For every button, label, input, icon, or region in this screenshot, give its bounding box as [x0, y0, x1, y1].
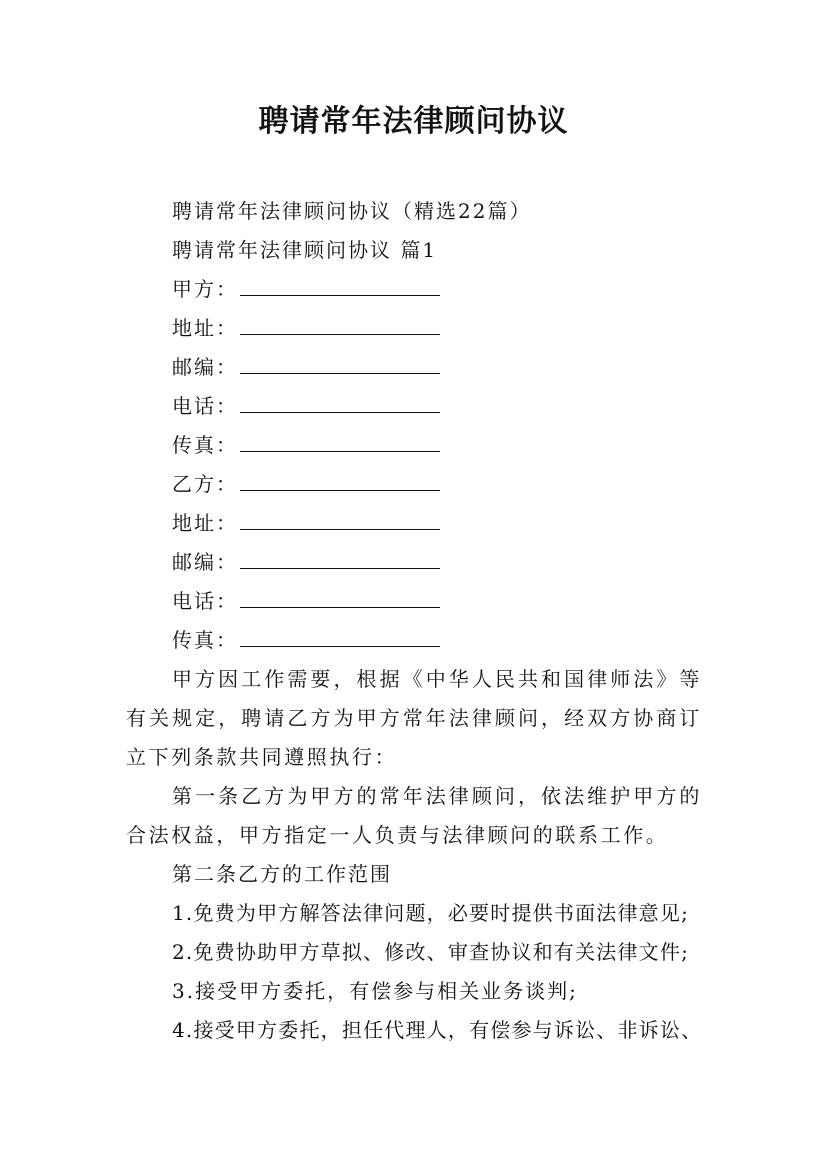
- article-2-item-3: 3.接受甲方委托，有偿参与相关业务谈判;: [172, 979, 578, 1003]
- article-1-paragraph: 第一条乙方为甲方的常年法律顾问，依法维护甲方的合法权益，甲方指定一人负责与法律顾问的联系工作。: [126, 784, 702, 847]
- field-label: 传真：: [172, 628, 238, 652]
- field-label: 地址：: [172, 316, 238, 340]
- party-b-fax-field: [172, 626, 440, 654]
- intro-paragraph: 甲方因工作需要，根据《中华人民共和国律师法》等有关规定，聘请乙方为甲方常年法律顾问，经双方协商订立下列条款共同遵照执行：: [126, 667, 702, 769]
- field-label: 电话：: [172, 589, 238, 613]
- document-subtitle: 聘请常年法律顾问协议（精选22篇）: [172, 199, 532, 223]
- party-a-fax-field: [172, 431, 440, 459]
- section-heading: 聘请常年法律顾问协议 篇1: [172, 238, 438, 262]
- party-b-phone-field: [172, 587, 440, 615]
- party-a-address-field: [172, 314, 440, 342]
- field-label: 甲方：: [172, 277, 238, 301]
- blank-underline: [240, 431, 440, 452]
- article-2-item-1: 1.免费为甲方解答法律问题，必要时提供书面法律意见;: [172, 901, 690, 925]
- blank-underline: [240, 275, 440, 296]
- field-label: 乙方：: [172, 472, 238, 496]
- party-b-postcode-field: [172, 548, 440, 576]
- article-2-heading: 第二条乙方的工作范围: [172, 862, 392, 886]
- blank-underline: [240, 314, 440, 335]
- blank-underline: [240, 626, 440, 647]
- party-b-name-field: [172, 470, 440, 498]
- field-label: 地址：: [172, 511, 238, 535]
- blank-underline: [240, 353, 440, 374]
- blank-underline: [240, 392, 440, 413]
- article-2-item-4: 4.接受甲方委托，担任代理人，有偿参与诉讼、非诉讼、: [172, 1018, 703, 1042]
- document-title: 聘请常年法律顾问协议: [258, 104, 569, 139]
- party-a-postcode-field: [172, 353, 440, 381]
- blank-underline: [240, 470, 440, 491]
- blank-underline: [240, 587, 440, 608]
- party-b-address-field: [172, 509, 440, 537]
- field-label: 邮编：: [172, 355, 238, 379]
- blank-underline: [240, 509, 440, 530]
- blank-underline: [240, 548, 440, 569]
- party-a-phone-field: [172, 392, 440, 420]
- field-label: 电话：: [172, 394, 238, 418]
- article-2-item-2: 2.免费协助甲方草拟、修改、审查协议和有关法律文件;: [172, 940, 690, 964]
- party-a-name-field: [172, 275, 440, 303]
- field-label: 邮编：: [172, 550, 238, 574]
- field-label: 传真：: [172, 433, 238, 457]
